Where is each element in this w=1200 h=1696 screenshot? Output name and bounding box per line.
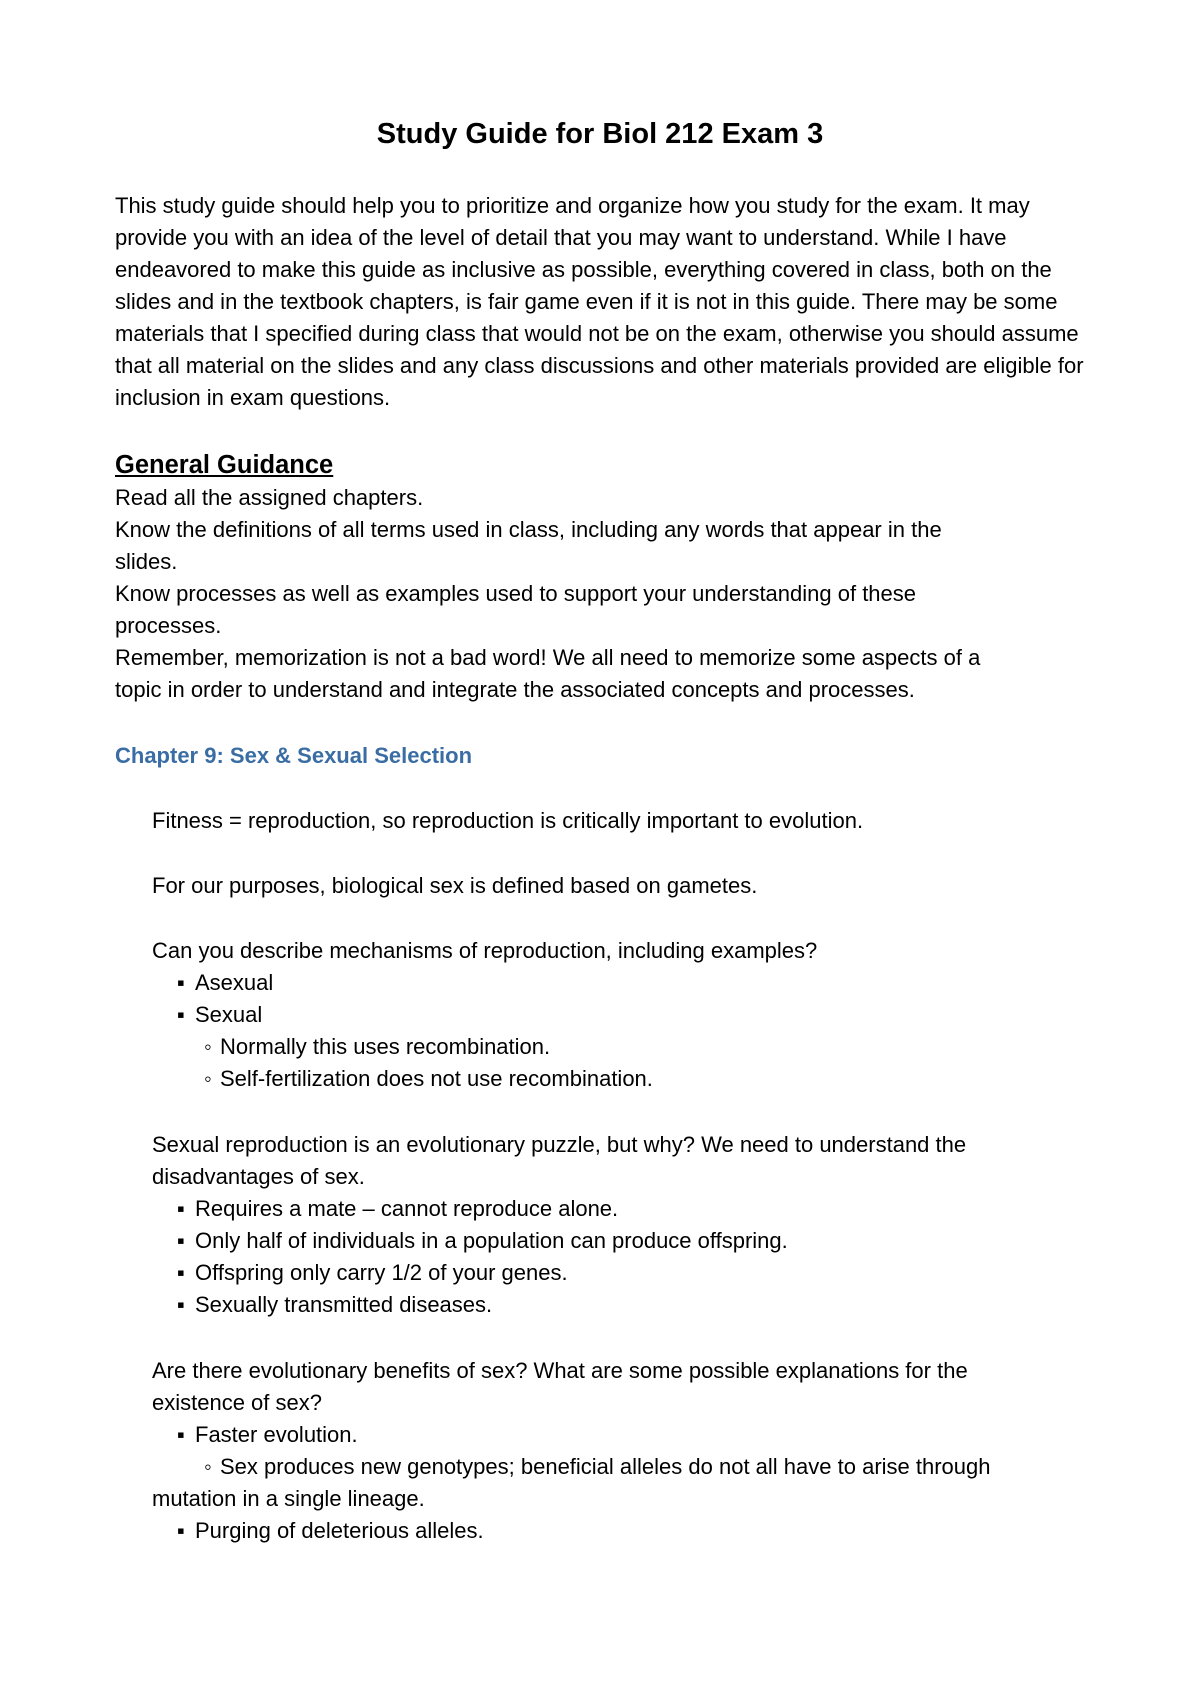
list-item — [152, 1193, 1082, 1225]
list-item — [152, 999, 1082, 1031]
sub-bullet-marker: ◦ — [204, 1034, 212, 1059]
intro-line: guide. There may be some materials that I specified during class that would not be on the — [115, 289, 1058, 346]
puzzle-section — [152, 1129, 1082, 1321]
list-item-text: Only half of individuals in a population can produce offspring. — [195, 1228, 788, 1253]
bullet-marker: ▪ — [177, 1260, 185, 1285]
list-item-text: Offspring only carry 1/2 of your genes. — [195, 1260, 568, 1285]
fitness-paragraph: Fitness = reproduction, so reproduction is critically important to evolution. — [152, 808, 864, 833]
puzzle-text: Sexual reproduction is an evolutionary puzzle, but why? We need to understand the — [152, 1132, 967, 1157]
bullet-marker: ▪ — [177, 970, 185, 995]
bullet-marker: ▪ — [177, 1518, 185, 1543]
benefits-text: mutation in a single lineage. — [152, 1486, 425, 1511]
mechanisms-section — [152, 935, 1082, 1095]
guidance-line: topic in order to understand and integrate the associated concepts and processes. — [115, 677, 915, 702]
benefits-text: Are there evolutionary benefits of sex? What are some possible explanations for the — [152, 1358, 968, 1383]
guidance-line: processes. — [115, 613, 222, 638]
list-item-text: Purging of deleterious alleles. — [195, 1518, 484, 1543]
guidance-line: Know the definitions of all terms used in class, including any words that appear in the — [115, 517, 942, 542]
intro-line: class, both on the slides and in the textbook chapters, is fair game even if it is not in this — [115, 257, 1052, 314]
puzzle-text: disadvantages of sex. — [152, 1164, 365, 1189]
general-guidance-body — [115, 482, 1085, 706]
sub-list-item — [152, 1031, 1082, 1063]
list-item — [152, 1289, 1082, 1321]
general-guidance-heading: General Guidance — [115, 451, 334, 479]
sub-list-item — [152, 1451, 1082, 1483]
list-item-text: Faster evolution. — [195, 1422, 358, 1447]
list-item-text: Sex produces new genotypes; beneficial alleles do not all have to arise through — [220, 1454, 991, 1479]
benefits-section — [152, 1355, 1082, 1547]
intro-line: discussions and other materials provided are eligible for inclusion in exam questions. — [115, 353, 1084, 410]
list-item — [152, 1419, 1082, 1451]
list-item-text: Sexually transmitted diseases. — [195, 1292, 493, 1317]
document-title: Study Guide for Biol 212 Exam 3 — [376, 118, 824, 150]
list-item — [152, 1225, 1082, 1257]
bullet-marker: ▪ — [177, 1422, 185, 1447]
bullet-marker: ▪ — [177, 1292, 185, 1317]
intro-line: I have endeavored to make this guide as inclusive as possible, everything covered in — [115, 225, 1007, 282]
chapter-heading: Chapter 9: Sex & Sexual Selection — [115, 743, 473, 768]
intro-line: may provide you with an idea of the level of detail that you may want to understand. While — [115, 193, 1030, 250]
sub-bullet-marker: ◦ — [204, 1066, 212, 1091]
intro-paragraph — [115, 190, 1085, 414]
list-item-text: Requires a mate – cannot reproduce alone. — [195, 1196, 619, 1221]
bullet-marker: ▪ — [177, 1228, 185, 1253]
benefits-text: existence of sex? — [152, 1390, 322, 1415]
list-item — [152, 1515, 1082, 1547]
guidance-line: slides. — [115, 549, 178, 574]
list-item-text: Self-fertilization does not use recombination. — [220, 1066, 653, 1091]
list-item — [152, 967, 1082, 999]
list-item-text: Sexual — [195, 1002, 263, 1027]
sub-bullet-marker: ◦ — [204, 1454, 212, 1479]
sub-list-item — [152, 1063, 1082, 1095]
sex-definition-paragraph: For our purposes, biological sex is defined based on gametes. — [152, 873, 758, 898]
list-item-text: Normally this uses recombination. — [220, 1034, 551, 1059]
intro-line: exam, otherwise you should assume that all material on the slides and any class — [115, 321, 1079, 378]
list-item-text: Asexual — [195, 970, 274, 995]
intro-line: This study guide should help you to prioritize and organize how you study for the exam. It — [115, 193, 983, 218]
guidance-line: Know processes as well as examples used to support your understanding of these — [115, 581, 917, 606]
guidance-line: Remember, memorization is not a bad word! We all need to memorize some aspects of a — [115, 645, 981, 670]
bullet-marker: ▪ — [177, 1002, 185, 1027]
guidance-line: Read all the assigned chapters. — [115, 485, 424, 510]
bullet-marker: ▪ — [177, 1196, 185, 1221]
list-item — [152, 1257, 1082, 1289]
mechanisms-question: Can you describe mechanisms of reproduction, including examples? — [152, 938, 818, 963]
